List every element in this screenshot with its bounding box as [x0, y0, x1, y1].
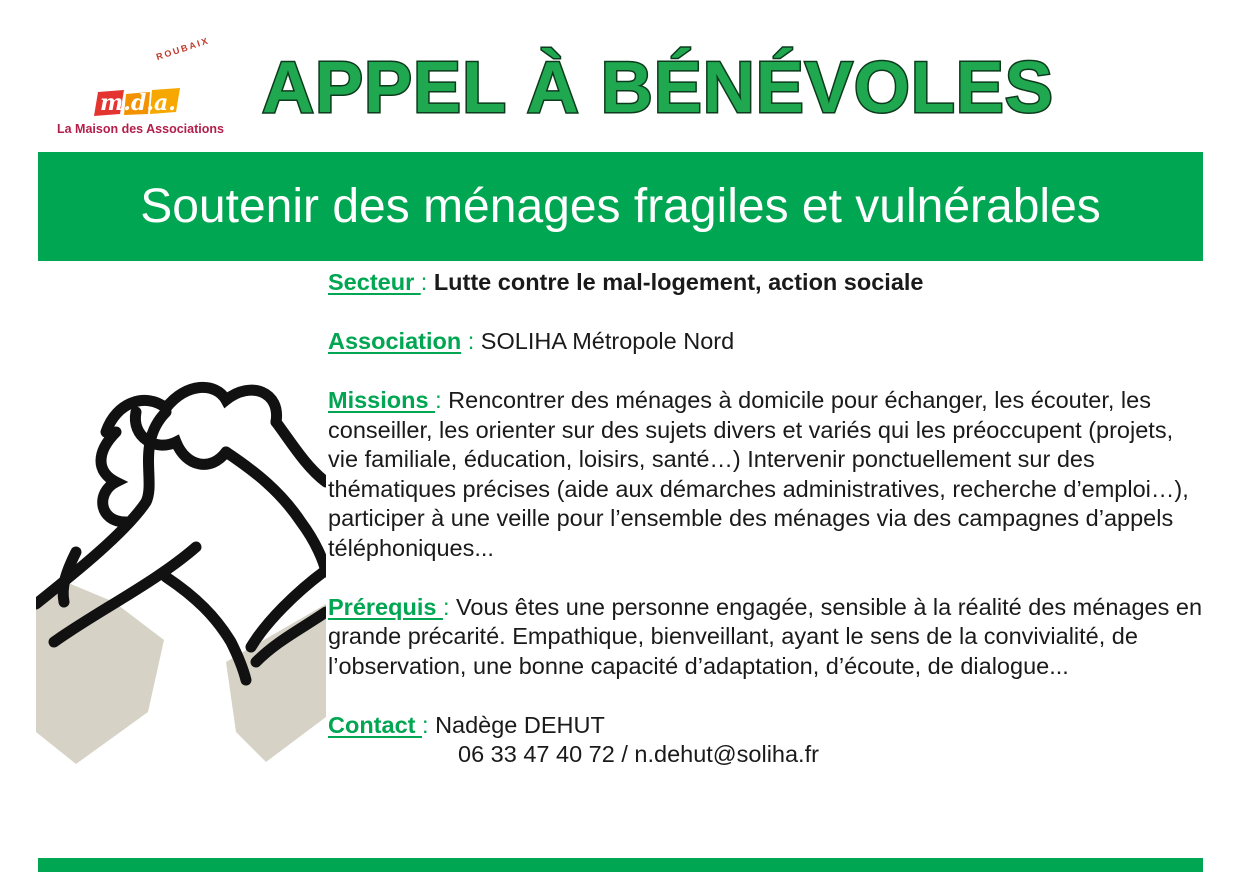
association-section: [328, 327, 1208, 357]
prerequis-label: Prérequis: [328, 593, 443, 620]
logo-roubaix-text: ROUBAIX: [154, 35, 211, 62]
contact-name: Nadège DEHUT: [435, 711, 605, 738]
association-value: SOLIHA Métropole Nord: [480, 328, 735, 354]
headline: APPEL À BÉNÉVOLES: [262, 48, 1054, 128]
secteur-value: Lutte contre le mal-logement, action sociale: [433, 269, 924, 295]
prerequis-value: Vous êtes une personne engagée, sensible à la réalité des ménages en grande précarité. Empathique, bienveillant, ayant le sens de la convivialité, de l’observation, une bonne capacité d’adaptation, d’écoute, de dialogue...: [328, 593, 1203, 679]
secteur-section: [328, 268, 1208, 298]
handshake-icon: [36, 372, 326, 772]
prerequis-section: [328, 593, 1208, 682]
footer-bar: [38, 858, 1203, 872]
logo-caption: La Maison des Associations: [57, 122, 224, 136]
missions-label: Missions: [328, 387, 436, 413]
mda-logo: [50, 35, 224, 142]
missions-separator: :: [435, 387, 449, 413]
association-separator: :: [461, 328, 481, 354]
banner-title: Soutenir des ménages fragiles et vulnérables: [140, 180, 1101, 233]
announcement-body: [328, 268, 1208, 799]
contact-section: [328, 711, 1208, 770]
prerequis-separator: :: [442, 593, 457, 620]
secteur-separator: :: [420, 269, 434, 295]
secteur-label: Secteur: [328, 269, 421, 295]
svg-text:m.d.a.: m.d.a.: [100, 90, 176, 116]
contact-separator: :: [422, 711, 436, 738]
missions-section: [328, 386, 1208, 563]
contact-label: Contact: [328, 711, 422, 738]
missions-value: Rencontrer des ménages à domicile pour échanger, les écouter, les conseiller, les orienter sur des sujets divers et variés qui les préoccupent (projets, vie familiale, éducation, loisirs, santé…) Intervenir ponctuellement sur des thématiques précises (aide aux démarches administratives, recherche d’emploi…), participer à une veille pour l’ensemble des ménages via des campagnes d’appels téléphoniques...: [328, 387, 1189, 561]
contact-details: 06 33 47 40 72 / n.dehut@soliha.fr: [458, 741, 819, 767]
mda-mark-icon: [94, 84, 184, 120]
title-banner: [38, 152, 1203, 261]
association-label: Association: [328, 328, 462, 354]
